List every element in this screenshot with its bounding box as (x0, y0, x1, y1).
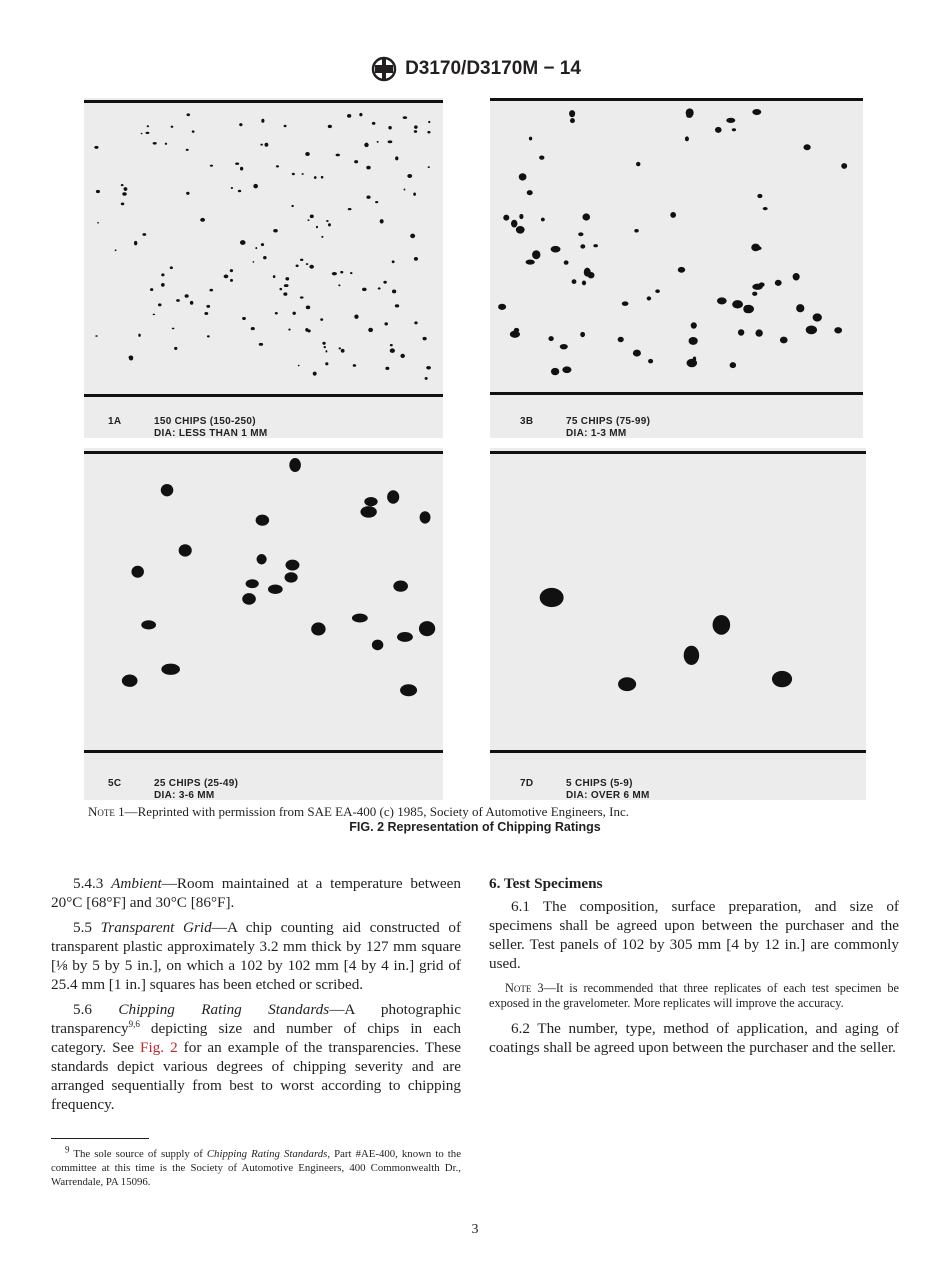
chip-mark (291, 205, 294, 207)
chip-mark (757, 194, 762, 198)
chip-mark (578, 232, 583, 236)
chip-mark (354, 160, 358, 163)
chip-mark (689, 337, 698, 345)
left-column (51, 874, 461, 1120)
chip-mark (322, 342, 325, 345)
panel-diameter: DIA: OVER 6 MM (566, 790, 650, 800)
chip-mark (834, 327, 842, 333)
chip-mark (540, 588, 564, 607)
chip-mark (324, 346, 326, 348)
chip-mark (121, 202, 125, 205)
chip-mark (393, 580, 408, 591)
chip-mark (670, 212, 676, 218)
panel-code: 5C (108, 778, 122, 789)
chip-mark (427, 131, 430, 134)
chip-mark (560, 344, 568, 349)
chip-mark (420, 511, 431, 523)
chip-mark (256, 515, 269, 526)
note-3: Note 3—It is recommended that three replicates of each test specimen be exposed in the gravelometer. More replicates will improve the accuracy. (489, 981, 899, 1010)
chip-mark (732, 300, 743, 308)
chip-mark (172, 328, 175, 330)
chip-mark (498, 304, 506, 310)
chip-mark (242, 593, 256, 605)
document-designation: D3170/D3170M − 14 (405, 58, 581, 80)
chip-mark (326, 220, 329, 222)
chip-mark (285, 572, 298, 582)
chip-mark (759, 282, 765, 287)
chip-mark (368, 328, 373, 332)
chip-mark (423, 337, 427, 340)
chip-mark (390, 348, 395, 352)
chip-mark (569, 110, 575, 117)
chip-mark (94, 146, 98, 149)
chip-mark (305, 152, 310, 156)
chip-mark (273, 275, 276, 278)
chip-mark (678, 267, 685, 273)
chip-mark (378, 287, 381, 289)
chip-mark (265, 143, 269, 147)
chip-mark (350, 272, 352, 274)
chip-mark (186, 192, 189, 195)
chip-mark (153, 314, 155, 316)
chip-mark (763, 207, 768, 210)
chip-mark (255, 247, 257, 249)
chip-mark (230, 279, 233, 282)
chip-mark (428, 121, 430, 123)
chip-mark (570, 118, 575, 123)
astm-logo-icon (369, 56, 399, 82)
chip-mark (387, 490, 399, 504)
chip-mark (279, 288, 282, 290)
chip-mark (539, 156, 544, 160)
chip-mark (268, 584, 283, 594)
chip-mark (390, 344, 393, 346)
chip-mark (414, 125, 418, 128)
footnote-divider (51, 1138, 149, 1139)
note-text: —Reprinted with permission from SAE EA-400 (c) 1985, Society of Automotive Engineers, Inc. (124, 804, 630, 819)
paragraph-6-2: 6.2 The number, type, method of application, and aging of coatings shall be agreed upon between the purchaser and the seller. (489, 1020, 899, 1056)
chip-mark (273, 229, 278, 232)
chip-mark (388, 140, 393, 143)
chip-pattern (84, 448, 443, 750)
chip-mark (516, 226, 525, 234)
chip-mark (813, 313, 822, 321)
chip-mark (310, 215, 314, 219)
chip-mark (332, 272, 337, 275)
chip-mark (261, 243, 264, 246)
chip-mark (298, 365, 300, 367)
chip-mark (717, 297, 727, 304)
chip-mark (316, 226, 318, 229)
chip-mark (775, 280, 782, 286)
chip-mark (618, 337, 624, 342)
chip-mark (200, 218, 205, 222)
chip-mark (347, 114, 351, 118)
chip-mark (377, 141, 379, 143)
chip-mark (419, 621, 435, 636)
paragraph-5-4-3: 5.4.3 Ambient—Room maintained at a temperature between 20°C [68°F] and 30°C [86°F]. (51, 875, 461, 911)
chip-mark (404, 189, 406, 191)
chip-mark (655, 289, 660, 293)
chip-mark (636, 162, 640, 166)
chip-mark (514, 328, 519, 333)
chip-mark (564, 260, 569, 264)
chip-mark (146, 132, 150, 134)
chip-mark (124, 187, 128, 191)
chip-mark (190, 301, 194, 305)
chip-mark (366, 166, 370, 170)
paragraph-5-6: 5.6 Chipping Rating Standards—A photographic transparency$^{9,6}$ depicting size and number of chips in each category. See Fig. 2 for an example of the transparencies. These standards depict various degrees of chipping severity and are arranged sequentially from best to worst according to chipping frequency. (51, 1001, 462, 1113)
chip-mark (141, 133, 143, 135)
chip-mark (186, 113, 190, 116)
figure-note (88, 804, 629, 820)
chip-mark (261, 119, 264, 123)
note-label: Note 1 (88, 804, 125, 819)
chip-mark (314, 176, 317, 179)
chip-mark (192, 130, 195, 132)
chip-mark (684, 646, 699, 665)
chip-mark (806, 326, 817, 335)
chip-pattern (84, 98, 443, 394)
chip-mark (240, 167, 243, 171)
chip-mark (793, 273, 800, 280)
figure-caption: FIG. 2 Representation of Chipping Ratings (349, 820, 601, 834)
chip-mark (336, 154, 340, 157)
paragraph-6-1: 6.1 The composition, surface preparation, and size of specimens shall be agreed upon between the purchaser and the seller. Test panels of 102 by 305 mm [4 by 12 in.] are commonly used. (489, 898, 899, 972)
chip-mark (686, 114, 692, 118)
chip-mark (634, 229, 638, 233)
chip-mark (338, 284, 340, 286)
footnote: $^9$ The sole source of supply of Chipping Rating Standards, Part #AE-400, known to the committee at this time is the Society of Automotive Engineers, 400 Commonwealth Dr., Warrendale, PA 15096. (51, 1144, 461, 1188)
chip-mark (210, 165, 213, 167)
chip-mark (115, 249, 117, 251)
chip-mark (122, 675, 138, 687)
chip-pattern (490, 448, 866, 750)
chip-mark (372, 640, 383, 651)
chip-mark (204, 312, 208, 315)
chip-mark (738, 329, 744, 335)
chip-mark (209, 289, 213, 292)
panel-diameter: DIA: 3-6 MM (154, 790, 215, 800)
page-number: 3 (471, 1222, 479, 1237)
page-header (0, 56, 950, 82)
chip-mark (511, 220, 517, 228)
chip-mark (803, 144, 810, 150)
chip-mark (283, 292, 287, 295)
chip-mark (364, 497, 377, 506)
chip-mark (541, 218, 545, 222)
chip-mark (519, 173, 527, 180)
chip-panel-3b (490, 98, 863, 438)
chip-mark (562, 366, 571, 373)
panel-count: 5 CHIPS (5-9) (566, 778, 633, 789)
chip-mark (235, 163, 239, 165)
chip-mark (593, 244, 598, 247)
chip-mark (375, 201, 378, 203)
chip-mark (301, 173, 303, 175)
chip-mark (691, 322, 697, 328)
panel-code: 7D (520, 778, 534, 789)
chip-mark (328, 223, 331, 226)
chip-mark (618, 677, 636, 691)
chip-mark (311, 622, 325, 635)
chip-mark (307, 219, 309, 221)
chip-mark (165, 143, 167, 145)
chip-mark (257, 554, 267, 564)
chip-mark (129, 356, 133, 360)
chip-mark (246, 579, 259, 588)
chip-mark (648, 359, 653, 364)
chip-mark (582, 281, 586, 286)
chip-mark (313, 372, 317, 376)
chip-mark (726, 118, 735, 123)
chip-mark (238, 190, 241, 193)
chip-mark (263, 256, 267, 259)
panel-count: 75 CHIPS (75-99) (566, 416, 651, 427)
chip-mark (580, 244, 585, 248)
chip-mark (309, 265, 314, 269)
chip-mark (364, 143, 368, 148)
chip-mark (715, 127, 722, 133)
chip-mark (362, 288, 367, 292)
chip-mark (548, 336, 553, 341)
chip-mark (752, 109, 761, 115)
chip-mark (780, 337, 788, 344)
chip-mark (397, 632, 413, 642)
chip-mark (413, 192, 416, 195)
chip-mark (383, 281, 386, 284)
chip-mark (284, 125, 287, 127)
chip-mark (328, 125, 332, 128)
chip-mark (142, 233, 146, 236)
chip-mark (527, 190, 533, 195)
chip-mark (403, 116, 407, 119)
chip-mark (532, 250, 540, 259)
chip-mark (121, 184, 124, 186)
chip-panel-5c (84, 448, 443, 800)
chip-mark (288, 329, 290, 331)
panel-count: 150 CHIPS (150-250) (154, 416, 256, 427)
chip-mark (276, 165, 279, 167)
chip-mark (348, 208, 352, 210)
chip-mark (134, 241, 137, 245)
chip-mark (158, 303, 162, 306)
chip-mark (388, 126, 392, 129)
chip-mark (186, 149, 189, 151)
chip-mark (179, 544, 192, 556)
chip-mark (97, 222, 99, 224)
chip-mark (372, 122, 376, 125)
panel-diameter: DIA: LESS THAN 1 MM (154, 428, 268, 438)
chip-mark (284, 284, 289, 287)
chip-mark (275, 312, 278, 314)
chip-mark (588, 272, 595, 278)
chip-mark (161, 283, 165, 287)
chip-mark (239, 123, 242, 126)
chip-mark (582, 213, 590, 220)
chip-mark (207, 335, 210, 337)
chip-mark (176, 299, 180, 302)
chip-mark (743, 305, 754, 314)
chip-mark (580, 332, 585, 337)
chip-mark (414, 130, 417, 133)
chip-mark (306, 305, 310, 309)
chip-mark (551, 368, 559, 375)
chip-mark (352, 614, 368, 623)
chip-mark (551, 246, 561, 253)
right-column (489, 874, 899, 1063)
chip-mark (633, 350, 641, 357)
chip-mark (400, 354, 405, 358)
chip-mark (325, 350, 327, 352)
panel-code: 3B (520, 416, 534, 427)
chip-mark (321, 236, 323, 238)
chip-mark (170, 266, 173, 269)
chip-mark (425, 377, 428, 380)
chip-mark (622, 301, 629, 306)
chip-mark (384, 322, 388, 325)
chip-mark (428, 166, 430, 168)
chip-mark (122, 192, 126, 195)
chip-mark (380, 219, 384, 223)
chip-mark (321, 176, 324, 179)
chip-mark (306, 263, 309, 265)
chip-mark (96, 190, 100, 193)
chip-mark (526, 259, 535, 264)
chip-mark (572, 279, 577, 284)
chip-mark (360, 506, 376, 518)
chip-panel-1a (84, 98, 443, 438)
chip-mark (426, 366, 431, 370)
chip-mark (410, 234, 415, 239)
chip-mark (161, 664, 180, 675)
chip-mark (161, 484, 174, 496)
chip-mark (251, 327, 255, 330)
chip-mark (206, 305, 210, 308)
chip-mark (341, 349, 345, 353)
chip-mark (171, 126, 174, 128)
chip-mark (147, 125, 149, 127)
chip-mark (772, 671, 792, 687)
chip-mark (300, 296, 304, 298)
chip-mark (296, 264, 299, 267)
chip-mark (231, 187, 233, 189)
chip-mark (138, 334, 140, 337)
chip-mark (340, 271, 343, 274)
chip-mark (131, 566, 143, 578)
chip-mark (292, 173, 295, 176)
chip-mark (150, 288, 153, 291)
chip-panel-7d (490, 448, 866, 800)
chip-mark (240, 240, 246, 245)
chip-mark (338, 347, 341, 349)
chip-mark (95, 335, 98, 337)
paragraph-5-5: 5.5 Transparent Grid—A chip counting aid constructed of transparent plastic approximately 3.2 mm thick by 127 mm square [⅛ by 5 by 5 in.], on which a 102 by 102 mm [4 by 4 in.] grid of 25.4 mm [1 in.] squares has been etched or scribed. (51, 919, 462, 993)
chip-mark (285, 277, 289, 280)
chip-mark (730, 362, 736, 368)
chip-mark (185, 294, 189, 298)
chip-mark (519, 214, 523, 219)
chip-mark (325, 362, 328, 365)
chip-mark (359, 113, 362, 117)
chip-mark (414, 321, 417, 324)
chip-mark (252, 261, 254, 263)
chip-mark (289, 458, 301, 472)
chip-pattern (490, 98, 863, 392)
chip-mark (353, 364, 356, 367)
chip-mark (400, 684, 417, 696)
panel-diameter: DIA: 1-3 MM (566, 428, 627, 438)
chip-mark (687, 359, 698, 368)
chip-mark (407, 174, 412, 178)
chip-mark (320, 318, 323, 321)
chip-mark (392, 260, 395, 263)
chip-mark (713, 615, 731, 635)
chip-mark (253, 184, 258, 189)
chip-mark (259, 343, 263, 346)
chip-mark (529, 137, 532, 141)
footnote-ref[interactable]: 9,6 (128, 1018, 140, 1029)
chip-mark (755, 246, 761, 250)
chip-mark (755, 329, 762, 336)
fig-2-link[interactable]: Fig. 2 (140, 1039, 178, 1056)
chip-mark (503, 215, 509, 221)
chip-mark (354, 315, 358, 319)
chip-mark (230, 269, 233, 272)
chip-mark (242, 317, 246, 320)
chip-mark (174, 347, 177, 350)
chip-mark (392, 289, 396, 293)
chip-mark (260, 144, 262, 146)
chip-mark (752, 292, 757, 296)
chip-mark (285, 560, 299, 571)
chip-mark (161, 273, 164, 276)
chip-mark (385, 367, 389, 370)
chip-mark (224, 275, 229, 279)
chip-mark (366, 196, 370, 199)
chip-mark (300, 259, 303, 261)
chip-mark (395, 304, 399, 307)
panel-code: 1A (108, 416, 122, 427)
chip-mark (305, 328, 308, 332)
section-heading: 6. Test Specimens (489, 875, 603, 892)
chip-mark (153, 142, 157, 145)
chip-mark (647, 296, 652, 300)
chip-mark (841, 163, 847, 169)
chip-mark (796, 304, 804, 312)
chip-mark (141, 620, 156, 629)
chip-mark (395, 156, 398, 160)
panel-count: 25 CHIPS (25-49) (154, 778, 239, 789)
chip-mark (414, 257, 418, 261)
chip-mark (685, 136, 689, 141)
chip-mark (732, 128, 736, 131)
chip-mark (292, 312, 295, 315)
